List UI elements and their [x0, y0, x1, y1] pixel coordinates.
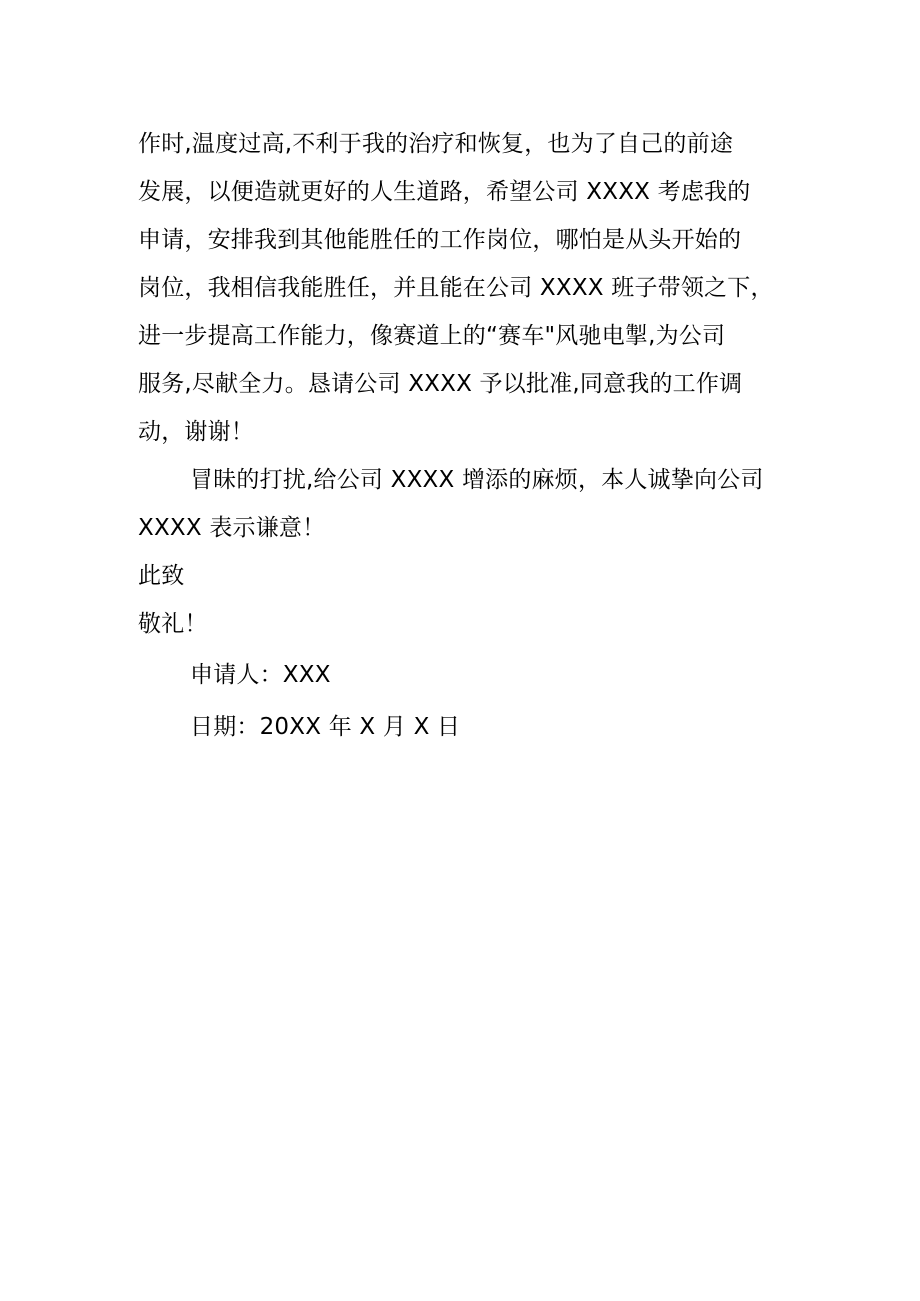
- paragraph-line: 发展，以便造就更好的人生道路，希望公司 XXXX 考虑我的: [138, 179, 751, 205]
- paragraph-line: 进一步提高工作能力，像赛道上的“赛车"风驰电掣,为公司: [138, 323, 726, 349]
- body-paragraph-2: [138, 456, 798, 552]
- application-date: 日期：20XX 年 X 月 X 日: [190, 714, 461, 740]
- paragraph-line: XXXX 表示谦意！: [138, 515, 326, 541]
- paragraph-line: 服务,尽献全力。恳请公司 XXXX 予以批准,同意我的工作调: [138, 371, 743, 397]
- salute-text: 敬礼！: [138, 611, 208, 637]
- paragraph-line: 申请，安排我到其他能胜任的工作岗位，哪怕是从头开始的: [138, 227, 742, 253]
- paragraph-line: 岗位，我相信我能胜任，并且能在公司 XXXX 班子带领之下，: [138, 275, 774, 301]
- paragraph-line: 动，谢谢！: [138, 419, 254, 445]
- closing-text: 此致: [138, 563, 185, 589]
- paragraph-line: 作时,温度过高,不利于我的治疗和恢复，也为了自己的前途: [138, 131, 734, 157]
- body-paragraph-1: [138, 120, 798, 456]
- document-body: [138, 120, 798, 751]
- paragraph-line: 冒昧的打扰,给公司 XXXX 增添的麻烦，本人诚挚向公司: [190, 467, 764, 493]
- applicant-signature: 申请人：XXX: [190, 662, 331, 688]
